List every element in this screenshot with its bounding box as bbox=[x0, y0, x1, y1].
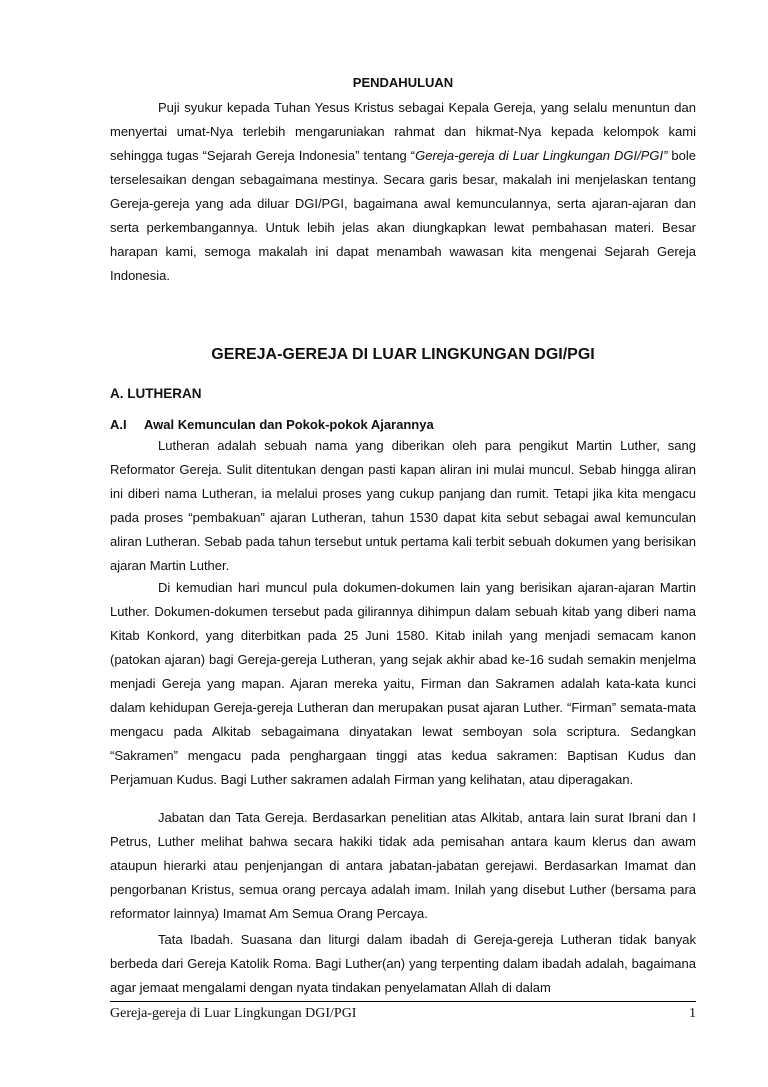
page-number: 1 bbox=[689, 1006, 696, 1021]
intro-paragraph bbox=[110, 96, 696, 288]
paragraph-jabatan bbox=[110, 806, 696, 926]
paragraph-tata-ibadah bbox=[110, 928, 696, 1000]
intro-text: Puji syukur kepada Tuhan Yesus Kristus sebagai Kepala Gereja, yang selalu menuntun dan menyertai umat-Nya terlebih mengaruniakan rahmat dan hikmat-Nya kepada kelompok kami sehingga tugas “Sejarah Gereja Indonesia” tentang “ bbox=[110, 100, 696, 163]
page-title: PENDAHULUAN bbox=[352, 75, 454, 90]
main-heading: GEREJA-GEREJA DI LUAR LINGKUNGAN DGI/PGI bbox=[211, 346, 595, 363]
subsection-number: A.I bbox=[110, 417, 127, 432]
paragraph-text: Lutheran adalah sebuah nama yang diberikan oleh para pengikut Martin Luther, sang Reformator Gereja. Sulit ditentukan dengan pasti kapan aliran ini mulai muncul. Sebab hingga aliran ini diberi nama Lutheran, ia melalui proses yang cukup panjang dan rumit. Tetapi jika kita mengacu pada proses “pembakuan” ajaran Lutheran, tahun 1530 dapat kita sebut sebagai awal kemunculan aliran Lutheran. Sebab pada tahun tersebut untuk pertama kali terbit sebuah dokumen yang berisikan ajaran Martin Luther. bbox=[110, 438, 696, 573]
page-footer bbox=[110, 1006, 696, 1022]
subsection-title: Awal Kemunculan dan Pokok-pokok Ajarannya bbox=[144, 417, 434, 432]
intro-text-end: bole terselesaikan dengan sebagaimana mestinya. Secara garis besar, makalah ini menjelaskan tentang Gereja-gereja yang ada diluar DGI/PGI, bagaimana awal kemunculannya, serta ajaran-ajaran dan serta perkembangannya. Untuk lebih jelas akan diungkapkan lewat pembahasan materi. Besar harapan kami, semoga makalah ini dapat menambah wawasan kita mengenai Sejarah Gereja Indonesia. bbox=[110, 148, 696, 283]
paragraph-lutheran-origin bbox=[110, 434, 696, 578]
intro-italic-text: Gereja-gereja di Luar Lingkungan DGI/PGI” bbox=[415, 148, 668, 163]
footer-title: Gereja-gereja di Luar Lingkungan DGI/PGI bbox=[110, 1006, 357, 1021]
paragraph-text: Tata Ibadah. Suasana dan liturgi dalam ibadah di Gereja-gereja Lutheran tidak banyak berbeda dari Gereja Katolik Roma. Bagi Luther(an) yang terpenting dalam ibadah adalah, bagaimana agar jemaat mengalami dengan nyata tindakan penyelamatan Allah di dalam bbox=[110, 932, 696, 995]
paragraph-text: Di kemudian hari muncul pula dokumen-dokumen lain yang berisikan ajaran-ajaran Martin Luther. Dokumen-dokumen tersebut pada gilirannya dihimpun dalam sebuah kitab yang diberi nama Kitab Konkord, yang diterbitkan pada 25 Juni 1580. Kitab inilah yang menjadi semacam kanon (patokan ajaran) bagi Gereja-gereja Lutheran, yang sejak akhir abad ke-16 sudah semakin menjelma menjadi Gereja yang mapan. Ajaran mereka yaitu, Firman dan Sakramen adalah kata-kata kunci dalam kehidupan Gereja-gereja Lutheran dan merupakan pusat ajaran Luther. “Firman” semata-mata mengacu pada Alkitab sebagaimana dinyatakan lewat semboyan sola scriptura. Sedangkan “Sakramen” mengacu pada penghargaan tinggi atas kedua sakramen: Baptisan Kudus dan Perjamuan Kudus. Bagi Luther sakramen adalah Firman yang kelihatan, atau diperagakan. bbox=[110, 580, 696, 787]
paragraph-kitab-konkord bbox=[110, 576, 696, 792]
section-heading-lutheran: A. LUTHERAN bbox=[110, 386, 202, 401]
subsection-heading bbox=[110, 417, 434, 432]
footer-divider bbox=[110, 1001, 696, 1002]
paragraph-text: Jabatan dan Tata Gereja. Berdasarkan penelitian atas Alkitab, antara lain surat Ibrani dan I Petrus, Luther melihat bahwa secara hakiki tidak ada pemisahan antara kaum klerus dan awam ataupun hierarki atau penjenjangan di antara jabatan-jabatan gerejawi. Berdasarkan Imamat dan pengorbanan Kristus, semua orang percaya adalah imam. Inilah yang disebut Luther (bersama para reformator lainnya) Imamat Am Semua Orang Percaya. bbox=[110, 810, 696, 921]
